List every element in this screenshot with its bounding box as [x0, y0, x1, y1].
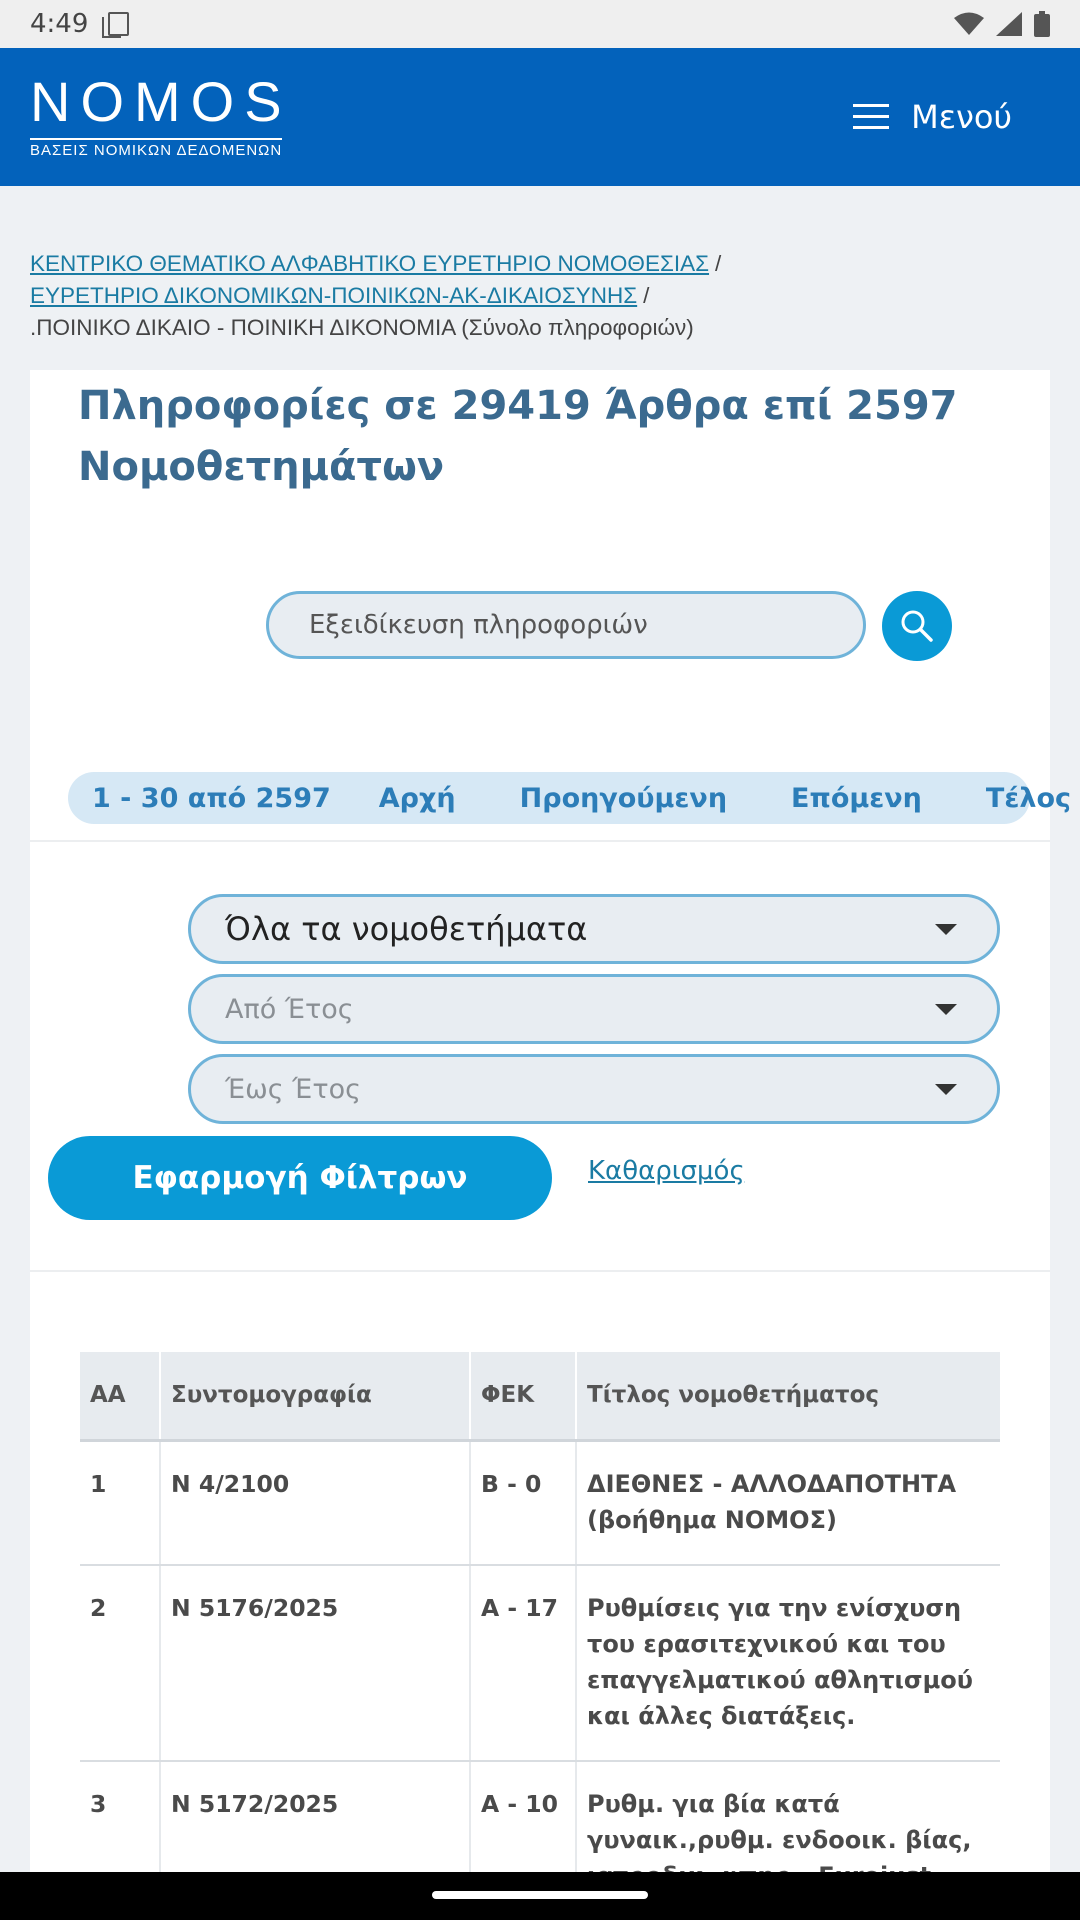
document-type-select[interactable] [188, 894, 1000, 964]
cell-title[interactable]: Ρυθμ. για βία κατά γυναικ.,ρυθμ. ενδοοικ. βίας, [576, 1761, 1000, 1920]
pagination-next[interactable]: Επόμενη [791, 782, 922, 814]
pagination-range: 1 - 30 από 2597 [92, 782, 331, 814]
cell-abbreviation[interactable]: Ν 5176/2025 [160, 1565, 470, 1761]
pagination-previous[interactable]: Προηγούμενη [519, 782, 728, 814]
column-header-aa: ΑΑ [80, 1352, 160, 1440]
breadcrumb-link-index[interactable]: ΚΕΝΤΡΙΚΟ ΘΕΜΑΤΙΚΟ ΑΛΦΑΒΗΤΙΚΟ ΕΥΡΕΤΗΡΙΟ ΝΟΜΟΘΕΣΙΑΣ [30, 251, 710, 276]
search-input[interactable] [266, 591, 866, 659]
cell-aa: 2 [80, 1565, 160, 1761]
to-year-select[interactable] [188, 1054, 1000, 1124]
breadcrumb [30, 248, 1040, 344]
breadcrumb-separator: / [715, 251, 722, 276]
cell-fek: Β - 0 [470, 1440, 576, 1565]
battery-icon [1034, 11, 1050, 37]
cell-abbreviation[interactable]: Ν 5172/2025 [160, 1761, 470, 1920]
wifi-icon [954, 12, 984, 36]
logo-tagline: ΒΑΣΕΙΣ ΝΟΜΙΚΩΝ ΔΕΔΟΜΕΝΩΝ [30, 138, 282, 160]
cell-abbreviation[interactable]: Ν 4/2100 [160, 1440, 470, 1565]
document-type-value: Όλα τα νομοθετήματα [225, 910, 588, 948]
hamburger-icon [853, 104, 889, 130]
apply-filters-button[interactable]: Εφαρμογή Φίλτρων [48, 1136, 552, 1220]
chevron-down-icon [935, 1004, 957, 1015]
table-row[interactable] [80, 1565, 1000, 1761]
breadcrumb-separator: / [643, 283, 650, 308]
menu-label: Μενού [911, 98, 1012, 136]
cell-title[interactable]: ΔΙΕΘΝΕΣ - ΑΛΛΟΔΑΠΟΤΗΤΑ (βοήθημα ΝΟΜΟΣ) [576, 1440, 1000, 1565]
screenshot-notification-icon [102, 12, 126, 36]
nomos-logo[interactable] [30, 70, 292, 160]
status-bar [0, 0, 1080, 48]
pagination-bar [68, 772, 1072, 824]
clock: 4:49 [30, 9, 89, 39]
page-title: Πληροφορίες σε 29419 Άρθρα επί 2597 Νομοθετημάτων [78, 383, 958, 490]
search-button[interactable] [882, 591, 952, 661]
menu-button[interactable] [853, 98, 1012, 136]
breadcrumb-current: .ΠΟΙΝΙΚΟ ΔΙΚΑΙΟ - ΠΟΙΝΙΚΗ ΔΙΚΟΝΟΜΙΑ (Σύνολο πληροφοριών) [30, 315, 694, 340]
breadcrumb-link-subindex[interactable]: ΕΥΡΕΤΗΡΙΟ ΔΙΚΟΝΟΜΙΚΩΝ-ΠΟΙΝΙΚΩΝ-ΑΚ-ΔΙΚΑΙΟΣΥΝΗΣ [30, 283, 638, 308]
table-header-row [80, 1352, 1000, 1440]
logo-wordmark: NOMOS [30, 70, 292, 133]
pagination-first[interactable]: Αρχή [378, 782, 456, 814]
cell-aa: 3 [80, 1761, 160, 1920]
chevron-down-icon [935, 1084, 957, 1095]
search-icon [899, 608, 935, 644]
cell-title[interactable]: Ρυθμίσεις για την ενίσχυση του ερασιτεχνικού και του επαγγελματικού αθλητισμού και άλλες διατάξεις. [576, 1565, 1000, 1761]
clear-filters-link[interactable]: Καθαρισμός [588, 1156, 745, 1186]
results-card [30, 370, 1072, 1920]
cell-fek: Α - 10 [470, 1761, 576, 1920]
app-header [0, 48, 1080, 186]
cellular-signal-icon [996, 12, 1022, 36]
table-row[interactable] [80, 1440, 1000, 1565]
from-year-select[interactable] [188, 974, 1000, 1044]
column-header-fek: ΦΕΚ [470, 1352, 576, 1440]
chevron-down-icon [935, 924, 957, 935]
cell-fek: Α - 17 [470, 1565, 576, 1761]
to-year-value: Έως Έτος [225, 1073, 361, 1105]
column-header-abbreviation: Συντομογραφία [160, 1352, 470, 1440]
results-table [80, 1352, 1000, 1920]
system-navigation-bar [0, 1872, 1080, 1920]
cell-aa: 1 [80, 1440, 160, 1565]
divider [30, 840, 1050, 842]
divider [30, 1270, 1050, 1272]
column-header-title: Τίτλος νομοθετήματος [576, 1352, 1000, 1440]
home-gesture-handle[interactable] [432, 1891, 648, 1899]
from-year-value: Από Έτος [225, 993, 354, 1025]
pagination-last[interactable]: Τέλος [985, 782, 1072, 814]
